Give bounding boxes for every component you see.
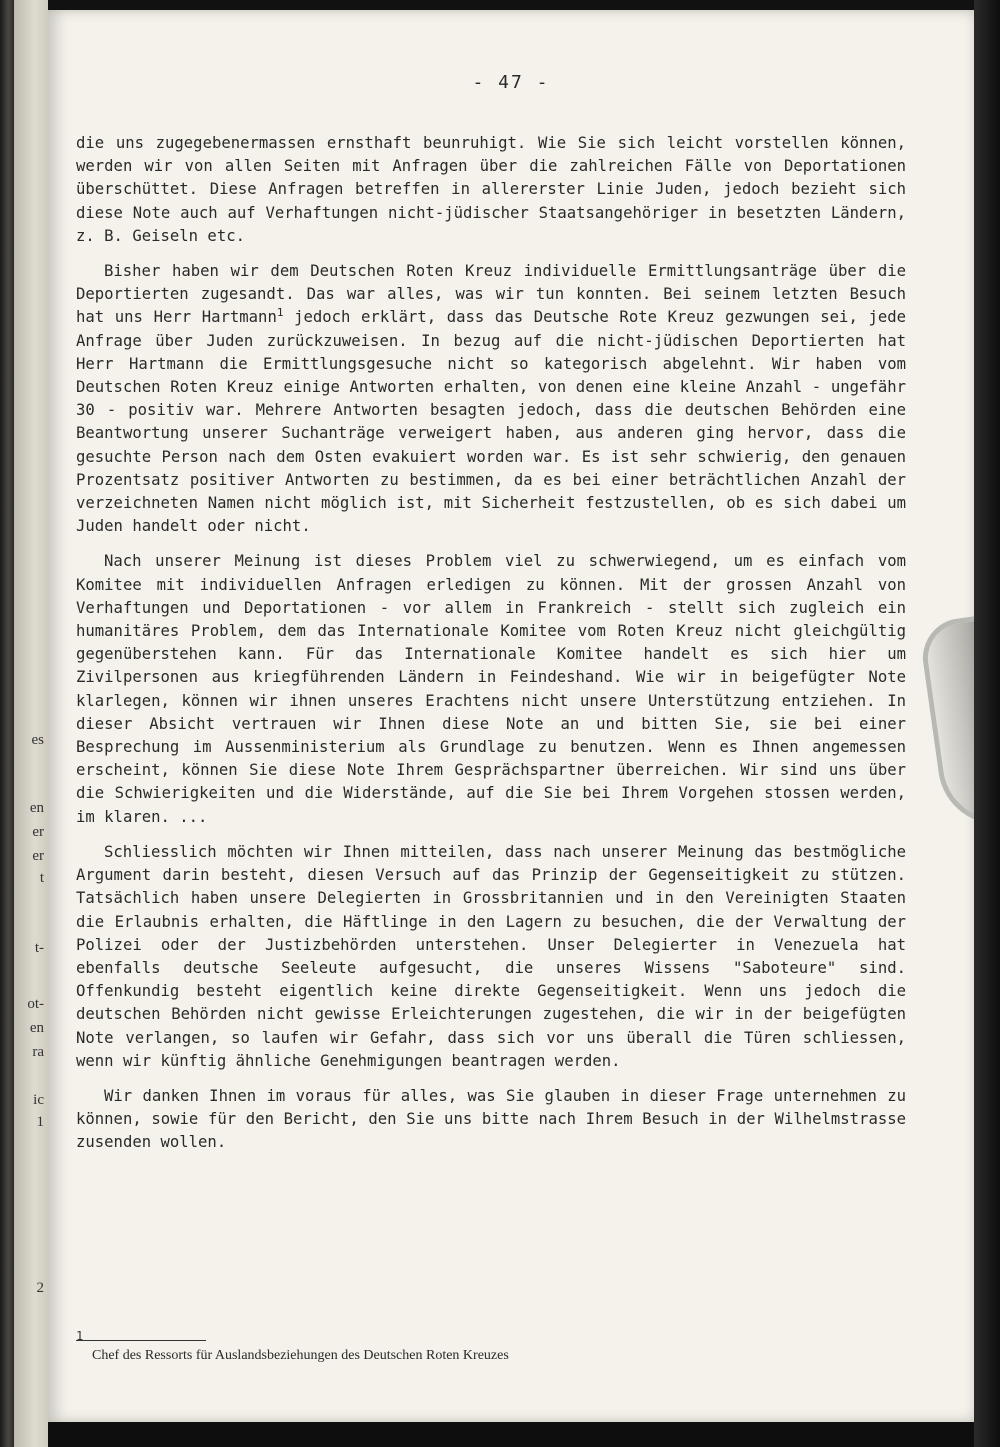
margin-fragment: er bbox=[32, 824, 44, 840]
margin-fragment: 1 bbox=[36, 1114, 44, 1130]
paragraph-text: Bisher haben wir dem Deutschen Roten Kreuz individuelle Ermittlungsanträge über die Deportierten zugesandt. Das war alles, was wir tun konnten. Bei seinem letzten Besuch hat uns Herr Hartmann bbox=[76, 262, 906, 327]
paragraph-text: jedoch erklärt, dass das Deutsche Rote Kreuz gezwungen sei, jede Anfrage über Juden zurückzuweisen. In bezug auf die nicht-jüdischen Deportierten hat Herr Hartmann die Ermittlungsgesuche nicht so kategorisch abgelehnt. Wir haben vom Deutschen Roten Kreuz einige Antworten erhalten, von denen eine kleine Anzahl - ungefähr 30 - positiv war. Mehrere Antworten besagten jedoch, dass die deutschen Behörden eine Beantwortung unserer Suchanträge verweigert haben, aus anderen ging hervor, dass die gesuchte Person nach dem Osten evakuiert worden war. Es ist sehr schwierig, den genauen Prozentsatz positiver Antworten zu bestimmen, da es bei einer beträchtlichen Anzahl der verzeichneten Namen nicht möglich ist, mit Sicherheit festzustellen, ob es sich dabei um Juden handelt oder nicht. bbox=[76, 308, 906, 536]
scan-border-bottom bbox=[48, 1422, 974, 1447]
page-number: - 47 - bbox=[472, 72, 550, 93]
footnote-mark: 1 bbox=[76, 1329, 84, 1343]
margin-fragment: ra bbox=[32, 1044, 44, 1060]
margin-fragment: en bbox=[29, 1020, 44, 1036]
footnote-reference: 1 bbox=[276, 306, 284, 320]
margin-fragment: er bbox=[32, 848, 44, 864]
paragraph: Schliesslich möchten wir Ihnen mitteilen, dass nach unserer Meinung das bestmögliche Argument darin besteht, diesen Versuch auf das Prinzip der Gegenseitigkeit zu stützen. Tatsächlich haben unsere Delegierten in Grossbritannien und in den Vereinigten Staaten die Erlaubnis erhalten, die Häftlinge in den Lagern zu besuchen, die der Verwaltung der Polizei oder der Justizbehörden unterstehen. Unser Delegierter in Venezuela hat ebenfalls deutsche Seeleute aufgesucht, die unseres Wissens "Saboteure" sind. Offenkundig besteht eigentlich keine direkte Gegenseitigkeit. Wenn uns jedoch die deutschen Behörden nicht gewisse Erleichterungen zugestehen, die wir in der beigefügten Note verlangen, so laufen wir Gefahr, dass sich vor uns überall die Türen schliessen, wenn wir künftig ähnliche Genehmigungen beantragen werden. bbox=[76, 842, 906, 1070]
margin-fragment: es bbox=[31, 732, 44, 748]
paragraph: Nach unserer Meinung ist dieses Problem viel zu schwerwiegend, um es einfach vom Komitee mit individuellen Anfragen erledigen zu können. Mit der grossen Anzahl von Verhaftungen und Deportationen - vor allem in Frankreich - stellt sich zugleich ein humanitäres Problem, dem das Internationale Komitee vom Roten Kreuz nicht gleichgültig gegenüberstehen kann. Für das Internationale Komitee handelt es sich hier um Zivilpersonen aus kriegführenden Ländern in Feindeshand. Wie wir in beigefügter Note klarlegen, können wir ihnen unseres Erachtens nicht unsere Unterstützung entziehen. In dieser Absicht vertrauen wir Ihnen diese Note an und bitten Sie, sie bei einer Besprechung im Aussenministerium als Grundlage zu benutzen. Wenn es Ihnen angemessen erscheint, können Sie diese Note Ihrem Gesprächspartner überreichen. Wir sind uns über die Schwierigkeiten und die Widerstände, auf die Sie bei Ihrem Vorgehen stossen werden, im klaren. ... bbox=[76, 552, 906, 826]
letter-body bbox=[76, 132, 906, 1155]
paragraph bbox=[76, 260, 906, 538]
margin-fragment: t- bbox=[34, 940, 44, 956]
margin-fragment: en bbox=[29, 800, 44, 816]
margin-fragment: ic bbox=[33, 1092, 44, 1108]
margin-fragment: 2 bbox=[36, 1280, 44, 1296]
footnote-text: Chef des Ressorts für Auslandsbeziehungen des Deutschen Roten Kreuzes bbox=[92, 1348, 509, 1363]
paragraph: Wir danken Ihnen im voraus für alles, was Sie glauben in dieser Frage unternehmen zu können, sowie für den Bericht, den Sie uns bitte nach Ihrem Besuch in der Wilhelmstrasse zusenden wollen. bbox=[76, 1086, 906, 1152]
book-spine-shadow bbox=[0, 0, 14, 1447]
margin-fragment: t bbox=[39, 870, 44, 886]
margin-fragment: ot- bbox=[27, 996, 44, 1012]
facing-page-edge bbox=[14, 0, 48, 1447]
scan-border-right bbox=[974, 0, 1000, 1447]
footnote-rule bbox=[76, 1340, 206, 1341]
document-page bbox=[48, 10, 974, 1422]
paragraph: die uns zugegebenermassen ernsthaft beunruhigt. Wie Sie sich leicht vorstellen können, werden wir von allen Seiten mit Anfragen über die zahlreichen Fälle von Deportationen überschüttet. Diese Anfragen betreffen in allererster Linie Juden, jedoch bezieht sich diese Note auch auf Verhaftungen nicht-jüdischer Staatsangehöriger in besetzten Ländern, z. B. Geiseln etc. bbox=[76, 134, 906, 245]
